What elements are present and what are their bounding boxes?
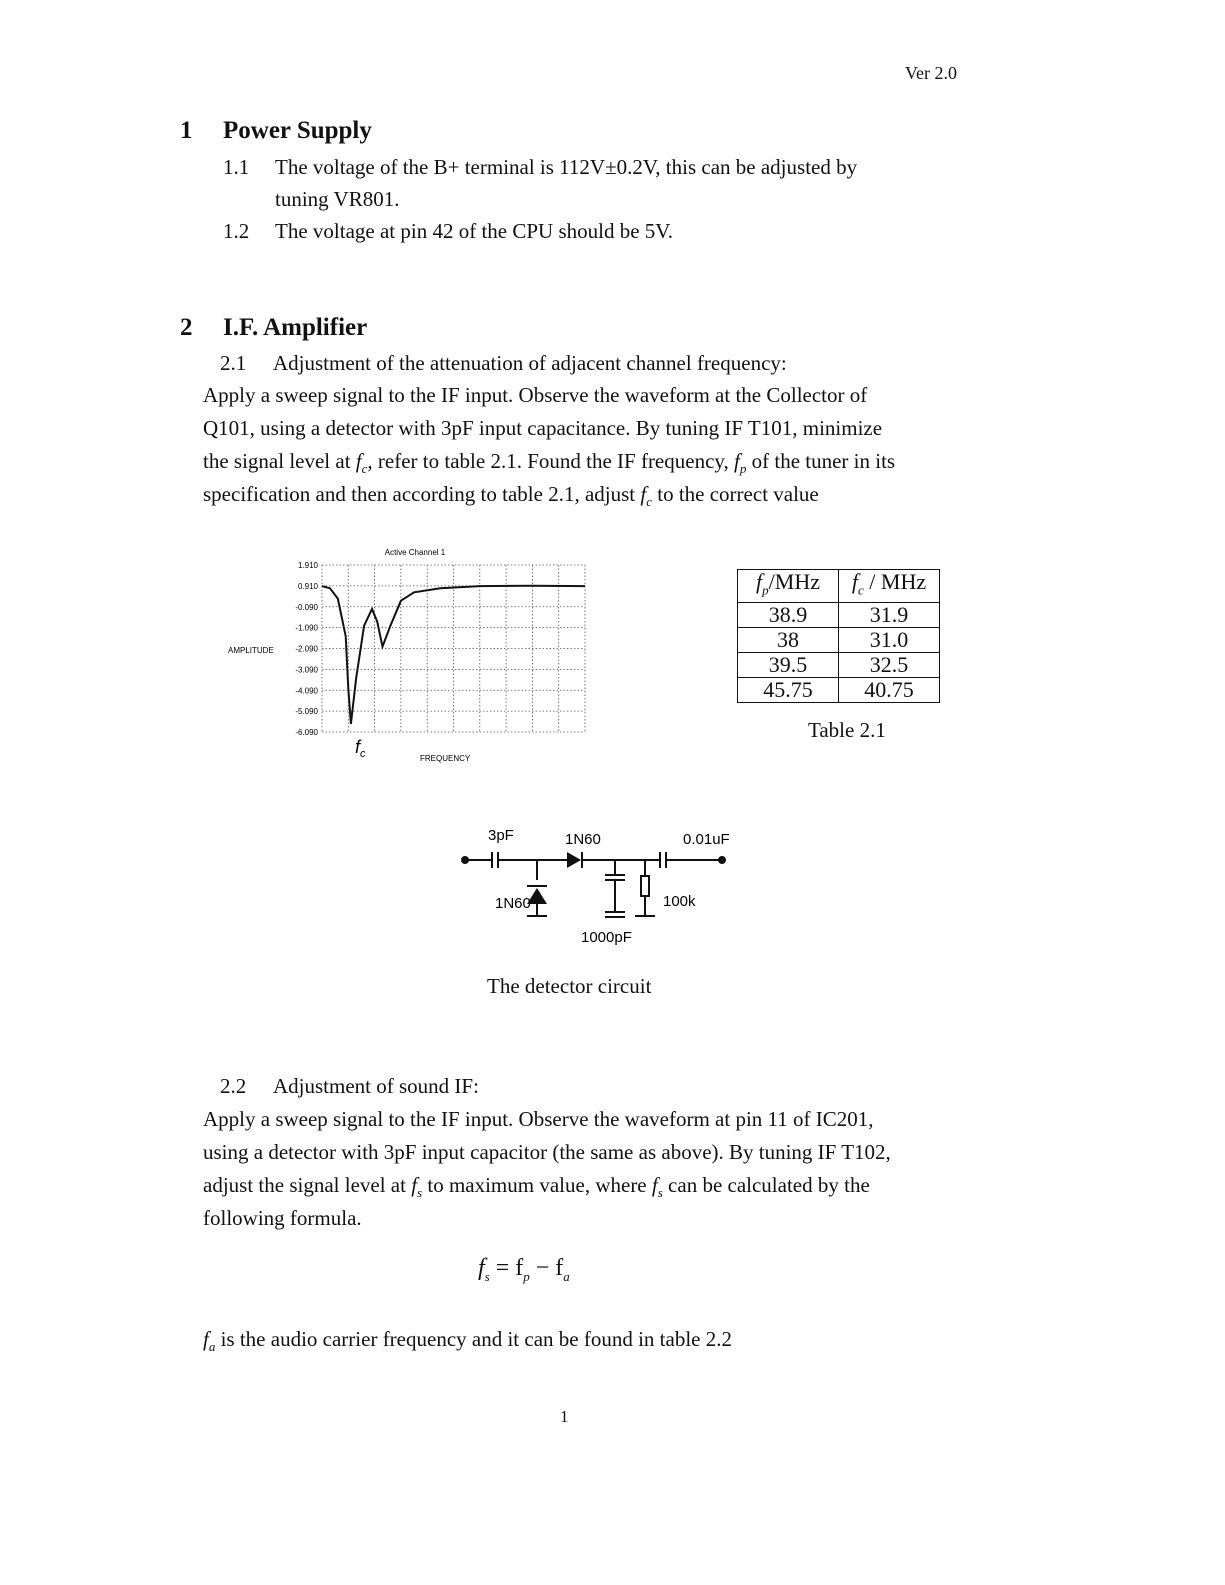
paragraph-line: $f_a$ is the audio carrier frequency and it can be found in table 2.2 — [203, 1327, 732, 1355]
label-d2: 1N60 — [495, 895, 531, 912]
label-c2: 1000pF — [581, 929, 632, 946]
amplitude-chart — [220, 540, 600, 770]
table-row — [738, 603, 940, 628]
table-header: $f_c$ / MHz — [839, 570, 940, 603]
table-cell: 31.0 — [839, 628, 940, 653]
label-c1: 3pF — [488, 827, 514, 844]
paragraph-line: following formula. — [203, 1206, 362, 1230]
table-cell: 38 — [738, 628, 839, 653]
table-row — [738, 628, 940, 653]
table-cell: 31.9 — [839, 603, 940, 628]
chart-y-ticks — [295, 561, 318, 737]
item-text: tuning VR801. — [275, 187, 400, 211]
subsection-number: 2.1 — [220, 351, 247, 375]
section-number: 2 — [180, 314, 193, 341]
label-c3: 0.01uF — [683, 831, 730, 848]
subsection-title: Adjustment of the attenuation of adjacent channel frequency: — [273, 351, 787, 375]
chart-y-tick-label: -3.090 — [295, 665, 318, 675]
section-title: I.F. Amplifier — [223, 314, 368, 341]
paragraph-line: Apply a sweep signal to the IF input. Observe the waveform at the Collector of — [203, 383, 868, 407]
table-caption: Table 2.1 — [808, 718, 886, 742]
table-header-row — [738, 570, 940, 603]
chart-y-tick-label: 1.910 — [297, 561, 318, 570]
subsection-title: Adjustment of sound IF: — [273, 1074, 479, 1098]
frequency-table — [737, 569, 940, 703]
section-title: Power Supply — [223, 117, 372, 144]
chart-y-tick-label: -5.090 — [295, 707, 318, 717]
item-number: 1.2 — [223, 219, 250, 243]
table-cell: 40.75 — [839, 678, 940, 703]
table-row — [738, 653, 940, 678]
chart-y-tick-label: -0.090 — [295, 602, 318, 612]
paragraph-line: adjust the signal level at $f_s$ to maximum value, where $f_s$ can be calculated by the — [203, 1173, 870, 1201]
chart-y-tick-label: -2.090 — [295, 644, 318, 654]
paragraph-line: specification and then according to table 2.1, adjust $f_c$ to the correct value — [203, 482, 819, 510]
table-row — [738, 678, 940, 703]
chart-y-label: AMPLITUDE — [228, 646, 274, 655]
label-d1: 1N60 — [565, 831, 601, 848]
table-cell: 32.5 — [839, 653, 940, 678]
label-r1: 100k — [663, 893, 696, 910]
chart-marker-fc: $f_c$ — [355, 737, 366, 760]
item-text: The voltage at pin 42 of the CPU should be 5V. — [275, 219, 673, 243]
paragraph-line: the signal level at $f_c$, refer to table 2.1. Found the IF frequency, $f_p$ of the tuner in its — [203, 449, 896, 477]
table-header: $f_p$/MHz — [738, 570, 839, 603]
chart-y-tick-label: -6.090 — [295, 728, 318, 737]
section-number: 1 — [180, 117, 193, 144]
table-cell: 45.75 — [738, 678, 839, 703]
item-text: The voltage of the B+ terminal is 112V±0.2V, this can be adjusted by — [275, 155, 858, 179]
item-number: 1.1 — [223, 155, 250, 179]
detector-circuit-diagram — [455, 820, 755, 950]
paragraph-line: Apply a sweep signal to the IF input. Observe the waveform at pin 11 of IC201, — [203, 1107, 874, 1131]
formula: $f_s = f_p - f_a$ — [478, 1255, 570, 1284]
circuit-caption: The detector circuit — [487, 974, 652, 998]
chart-x-label: FREQUENCY — [420, 754, 471, 763]
subsection-number: 2.2 — [220, 1074, 247, 1098]
chart-y-tick-label: -4.090 — [295, 686, 318, 696]
chart-y-tick-label: 0.910 — [297, 581, 318, 591]
chart-title: Active Channel 1 — [384, 548, 446, 557]
paragraph-line: Q101, using a detector with 3pF input capacitance. By tuning IF T101, minimize — [203, 416, 883, 440]
chart-y-tick-label: -1.090 — [295, 623, 318, 633]
version-label: Ver 2.0 — [905, 63, 957, 83]
table-cell: 38.9 — [738, 603, 839, 628]
page-number: 1 — [560, 1407, 569, 1426]
paragraph-line: using a detector with 3pF input capacitor (the same as above). By tuning IF T102, — [203, 1140, 891, 1164]
table-cell: 39.5 — [738, 653, 839, 678]
